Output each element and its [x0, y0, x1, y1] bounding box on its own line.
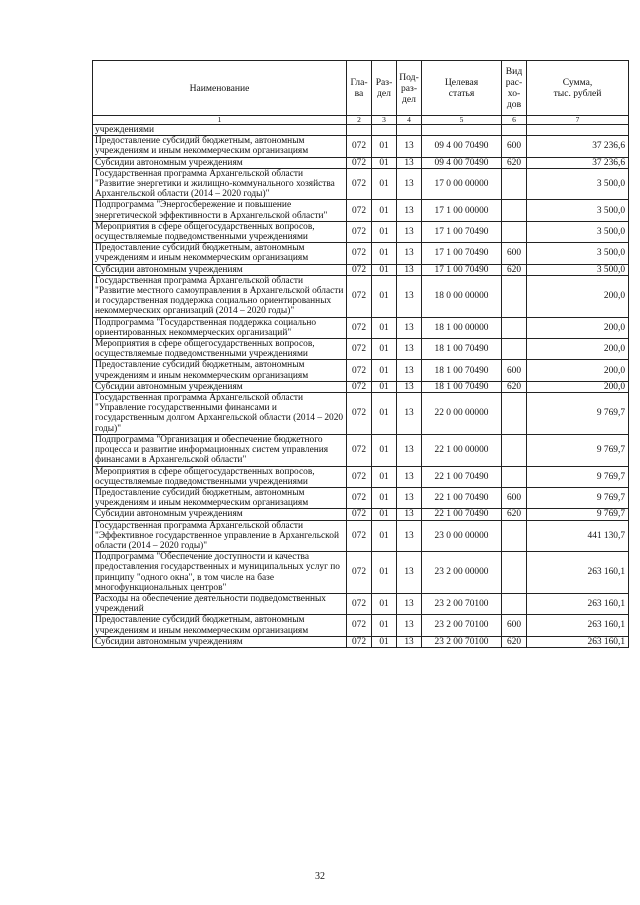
- row-target-cell: 18 1 00 70490: [422, 360, 502, 381]
- row-chapter-cell: 072: [347, 317, 372, 338]
- header-amount: Сумма, тыс. рублей: [527, 61, 629, 116]
- table-row: [93, 339, 629, 360]
- row-amount-cell: 3 500,0: [527, 168, 629, 200]
- column-number: 7: [527, 116, 629, 125]
- header-chapter: Гла- ва: [347, 61, 372, 116]
- row-chapter-cell: 072: [347, 157, 372, 168]
- row-expense-type-cell: 600: [502, 615, 527, 636]
- row-section-cell: 01: [372, 434, 397, 466]
- row-section-cell: 01: [372, 509, 397, 520]
- row-name-cell: Государственная программа Архангельской области "Управление государственными финансами и государственным долгом Архангельской области (2014 – 2020 годы)": [93, 393, 347, 435]
- row-section-cell: 01: [372, 157, 397, 168]
- row-expense-type-cell: 600: [502, 243, 527, 264]
- row-name-cell: Предоставление субсидий бюджетным, автономным учреждениям и иным некоммерческим организациям: [93, 243, 347, 264]
- table-row: [93, 317, 629, 338]
- row-chapter-cell: 072: [347, 393, 372, 435]
- row-expense-type-cell: 620: [502, 264, 527, 275]
- table-row: [93, 136, 629, 157]
- row-subsection-cell: 13: [397, 434, 422, 466]
- row-target-cell: 22 0 00 00000: [422, 393, 502, 435]
- row-name-cell: Подпрограмма "Организация и обеспечение бюджетного процесса и развитие информационных систем управления финансами в Архангельской области": [93, 434, 347, 466]
- table-row: [93, 466, 629, 487]
- row-target-cell: 17 1 00 70490: [422, 243, 502, 264]
- row-subsection-cell: 13: [397, 360, 422, 381]
- row-name-cell: Расходы на обеспечение деятельности подведомственных учреждений: [93, 593, 347, 614]
- row-expense-type-cell: [502, 317, 527, 338]
- row-name-cell: Предоставление субсидий бюджетным, автономным учреждениям и иным некоммерческим организациям: [93, 615, 347, 636]
- row-amount-cell: 441 130,7: [527, 520, 629, 552]
- row-expense-type-cell: [502, 552, 527, 594]
- row-expense-type-cell: [502, 168, 527, 200]
- budget-table-container: [92, 60, 628, 648]
- row-name-cell: Предоставление субсидий бюджетным, автономным учреждениям и иным некоммерческим организациям: [93, 136, 347, 157]
- row-chapter-cell: 072: [347, 434, 372, 466]
- row-section-cell: 01: [372, 200, 397, 221]
- table-row: [93, 509, 629, 520]
- row-expense-type-cell: [502, 593, 527, 614]
- row-chapter-cell: 072: [347, 466, 372, 487]
- row-subsection-cell: 13: [397, 381, 422, 392]
- row-chapter-cell: 072: [347, 168, 372, 200]
- row-expense-type-cell: 600: [502, 360, 527, 381]
- row-amount-cell: 37 236,6: [527, 136, 629, 157]
- row-target-cell: 22 1 00 00000: [422, 434, 502, 466]
- row-subsection-cell: 13: [397, 393, 422, 435]
- column-number: 2: [347, 116, 372, 125]
- table-row: [93, 593, 629, 614]
- row-section-cell: [372, 125, 397, 136]
- row-chapter-cell: 072: [347, 615, 372, 636]
- row-name-cell: Подпрограмма "Энергосбережение и повышение энергетической эффективности в Архангельской области": [93, 200, 347, 221]
- row-chapter-cell: 072: [347, 381, 372, 392]
- row-section-cell: 01: [372, 264, 397, 275]
- row-section-cell: 01: [372, 593, 397, 614]
- row-amount-cell: 200,0: [527, 360, 629, 381]
- row-target-cell: 23 2 00 70100: [422, 636, 502, 647]
- column-number-row: [93, 116, 629, 125]
- row-name-cell: Мероприятия в сфере общегосударственных вопросов, осуществляемые подведомственными учреждениями: [93, 466, 347, 487]
- row-amount-cell: 3 500,0: [527, 243, 629, 264]
- row-target-cell: 18 1 00 70490: [422, 381, 502, 392]
- row-target-cell: 18 1 00 00000: [422, 317, 502, 338]
- row-target-cell: 17 0 00 00000: [422, 168, 502, 200]
- row-target-cell: 23 0 00 00000: [422, 520, 502, 552]
- row-expense-type-cell: 600: [502, 136, 527, 157]
- row-name-cell: Субсидии автономным учреждениям: [93, 264, 347, 275]
- row-expense-type-cell: [502, 466, 527, 487]
- table-row: [93, 157, 629, 168]
- row-chapter-cell: 072: [347, 552, 372, 594]
- budget-table: [92, 60, 629, 648]
- row-expense-type-cell: [502, 339, 527, 360]
- row-section-cell: 01: [372, 636, 397, 647]
- row-section-cell: 01: [372, 520, 397, 552]
- row-expense-type-cell: 620: [502, 381, 527, 392]
- row-section-cell: 01: [372, 552, 397, 594]
- table-row: [93, 434, 629, 466]
- row-amount-cell: 200,0: [527, 275, 629, 317]
- row-section-cell: 01: [372, 360, 397, 381]
- table-row: [93, 381, 629, 392]
- row-amount-cell: 200,0: [527, 317, 629, 338]
- row-name-cell: Предоставление субсидий бюджетным, автономным учреждениям и иным некоммерческим организациям: [93, 487, 347, 508]
- row-section-cell: 01: [372, 466, 397, 487]
- row-amount-cell: 3 500,0: [527, 200, 629, 221]
- row-expense-type-cell: 620: [502, 509, 527, 520]
- row-amount-cell: 200,0: [527, 339, 629, 360]
- row-name-cell: Субсидии автономным учреждениям: [93, 381, 347, 392]
- row-name-cell: Государственная программа Архангельской области "Развитие энергетики и жилищно-коммунального хозяйства Архангельской области (2014 – 2020 годы)": [93, 168, 347, 200]
- row-subsection-cell: 13: [397, 317, 422, 338]
- row-name-cell: Предоставление субсидий бюджетным, автономным учреждениям и иным некоммерческим организациям: [93, 360, 347, 381]
- column-number: 4: [397, 116, 422, 125]
- row-subsection-cell: 13: [397, 615, 422, 636]
- row-chapter-cell: 072: [347, 593, 372, 614]
- row-target-cell: 09 4 00 70490: [422, 157, 502, 168]
- row-amount-cell: 263 160,1: [527, 636, 629, 647]
- row-expense-type-cell: [502, 221, 527, 242]
- row-section-cell: 01: [372, 487, 397, 508]
- row-subsection-cell: 13: [397, 264, 422, 275]
- row-expense-type-cell: 620: [502, 636, 527, 647]
- page-number: 32: [315, 871, 325, 882]
- row-expense-type-cell: [502, 520, 527, 552]
- row-chapter-cell: 072: [347, 243, 372, 264]
- row-subsection-cell: 13: [397, 221, 422, 242]
- row-name-cell: Подпрограмма "Обеспечение доступности и качества предоставления государственных и муниципальных услуг по принципу "одного окна", в том числе на базе многофункциональных центров": [93, 552, 347, 594]
- row-section-cell: 01: [372, 317, 397, 338]
- row-amount-cell: 3 500,0: [527, 264, 629, 275]
- row-name-cell: Мероприятия в сфере общегосударственных вопросов, осуществляемые подведомственными учреждениями: [93, 339, 347, 360]
- row-chapter-cell: 072: [347, 275, 372, 317]
- row-subsection-cell: 13: [397, 200, 422, 221]
- table-row: [93, 520, 629, 552]
- table-row: [93, 487, 629, 508]
- table-row: [93, 264, 629, 275]
- row-target-cell: 17 1 00 70490: [422, 221, 502, 242]
- table-row: [93, 200, 629, 221]
- row-subsection-cell: 13: [397, 466, 422, 487]
- row-subsection-cell: 13: [397, 487, 422, 508]
- row-expense-type-cell: [502, 434, 527, 466]
- row-section-cell: 01: [372, 275, 397, 317]
- row-chapter-cell: 072: [347, 636, 372, 647]
- row-expense-type-cell: [502, 275, 527, 317]
- table-row: [93, 221, 629, 242]
- row-subsection-cell: 13: [397, 552, 422, 594]
- table-row: [93, 636, 629, 647]
- row-amount-cell: 263 160,1: [527, 593, 629, 614]
- column-number: 5: [422, 116, 502, 125]
- row-subsection-cell: 13: [397, 636, 422, 647]
- row-amount-cell: 263 160,1: [527, 615, 629, 636]
- row-subsection-cell: [397, 125, 422, 136]
- row-chapter-cell: 072: [347, 487, 372, 508]
- row-amount-cell: 263 160,1: [527, 552, 629, 594]
- row-amount-cell: 9 769,7: [527, 434, 629, 466]
- row-amount-cell: 9 769,7: [527, 509, 629, 520]
- column-number: 3: [372, 116, 397, 125]
- row-chapter-cell: 072: [347, 200, 372, 221]
- row-amount-cell: 9 769,7: [527, 393, 629, 435]
- row-target-cell: 17 1 00 00000: [422, 200, 502, 221]
- row-section-cell: 01: [372, 381, 397, 392]
- row-expense-type-cell: [502, 125, 527, 136]
- row-section-cell: 01: [372, 136, 397, 157]
- row-amount-cell: [527, 125, 629, 136]
- row-target-cell: 18 0 00 00000: [422, 275, 502, 317]
- row-chapter-cell: 072: [347, 339, 372, 360]
- row-expense-type-cell: 620: [502, 157, 527, 168]
- row-amount-cell: 9 769,7: [527, 466, 629, 487]
- header-target: Целевая статья: [422, 61, 502, 116]
- row-amount-cell: 37 236,6: [527, 157, 629, 168]
- row-target-cell: 09 4 00 70490: [422, 136, 502, 157]
- header-subsection: Под- раз- дел: [397, 61, 422, 116]
- row-target-cell: 18 1 00 70490: [422, 339, 502, 360]
- table-row: [93, 615, 629, 636]
- row-name-cell: Государственная программа Архангельской области "Эффективное государственное управление в Архангельской области (2014 – 2020 годы)": [93, 520, 347, 552]
- row-target-cell: [422, 125, 502, 136]
- row-name-cell: Государственная программа Архангельской области "Развитие местного самоуправления в Архангельской области и государственная поддержка социально ориентированных некоммерческих организаций (2014 – 2020 годы)": [93, 275, 347, 317]
- column-number: 6: [502, 116, 527, 125]
- row-expense-type-cell: 600: [502, 487, 527, 508]
- row-chapter-cell: 072: [347, 360, 372, 381]
- row-subsection-cell: 13: [397, 520, 422, 552]
- row-name-cell: Подпрограмма "Государственная поддержка социально ориентированных некоммерческих организаций": [93, 317, 347, 338]
- row-chapter-cell: [347, 125, 372, 136]
- row-target-cell: 22 1 00 70490: [422, 509, 502, 520]
- table-row: [93, 125, 629, 136]
- row-name-cell: Субсидии автономным учреждениям: [93, 636, 347, 647]
- row-amount-cell: 3 500,0: [527, 221, 629, 242]
- row-name-cell: учреждениями: [93, 125, 347, 136]
- row-section-cell: 01: [372, 393, 397, 435]
- row-chapter-cell: 072: [347, 136, 372, 157]
- row-name-cell: Субсидии автономным учреждениям: [93, 157, 347, 168]
- row-chapter-cell: 072: [347, 509, 372, 520]
- row-subsection-cell: 13: [397, 243, 422, 264]
- table-row: [93, 393, 629, 435]
- row-target-cell: 22 1 00 70490: [422, 466, 502, 487]
- header-section: Раз- дел: [372, 61, 397, 116]
- row-amount-cell: 9 769,7: [527, 487, 629, 508]
- row-chapter-cell: 072: [347, 520, 372, 552]
- row-target-cell: 17 1 00 70490: [422, 264, 502, 275]
- table-row: [93, 275, 629, 317]
- row-expense-type-cell: [502, 200, 527, 221]
- row-subsection-cell: 13: [397, 157, 422, 168]
- row-chapter-cell: 072: [347, 221, 372, 242]
- table-body: [93, 125, 629, 648]
- row-target-cell: 23 2 00 70100: [422, 615, 502, 636]
- table-row: [93, 360, 629, 381]
- row-section-cell: 01: [372, 339, 397, 360]
- row-name-cell: Мероприятия в сфере общегосударственных вопросов, осуществляемые подведомственными учреждениями: [93, 221, 347, 242]
- header-expense-type: Вид рас- хо- дов: [502, 61, 527, 116]
- row-target-cell: 22 1 00 70490: [422, 487, 502, 508]
- column-number: 1: [93, 116, 347, 125]
- row-expense-type-cell: [502, 393, 527, 435]
- row-section-cell: 01: [372, 221, 397, 242]
- header-name: Наименование: [93, 61, 347, 116]
- row-subsection-cell: 13: [397, 136, 422, 157]
- row-chapter-cell: 072: [347, 264, 372, 275]
- row-target-cell: 23 2 00 00000: [422, 552, 502, 594]
- row-subsection-cell: 13: [397, 339, 422, 360]
- row-subsection-cell: 13: [397, 593, 422, 614]
- table-row: [93, 243, 629, 264]
- row-section-cell: 01: [372, 615, 397, 636]
- row-subsection-cell: 13: [397, 275, 422, 317]
- row-amount-cell: 200,0: [527, 381, 629, 392]
- row-subsection-cell: 13: [397, 509, 422, 520]
- table-row: [93, 168, 629, 200]
- table-row: [93, 552, 629, 594]
- row-section-cell: 01: [372, 168, 397, 200]
- row-name-cell: Субсидии автономным учреждениям: [93, 509, 347, 520]
- row-target-cell: 23 2 00 70100: [422, 593, 502, 614]
- row-subsection-cell: 13: [397, 168, 422, 200]
- table-header-row: [93, 61, 629, 116]
- row-section-cell: 01: [372, 243, 397, 264]
